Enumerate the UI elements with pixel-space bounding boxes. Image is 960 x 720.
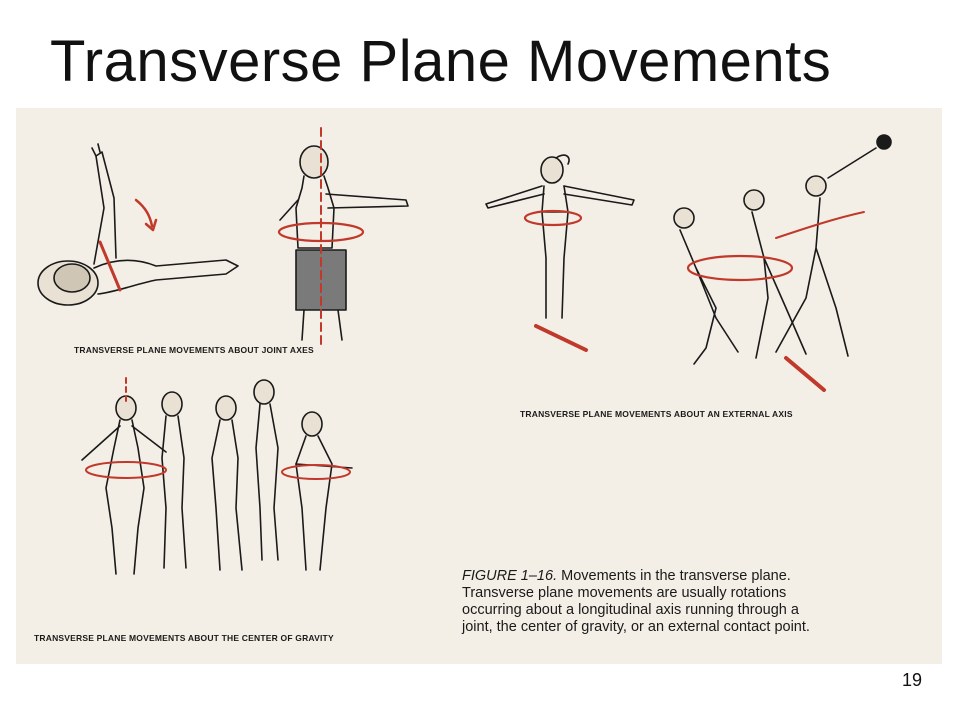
standing-woman-illustration (486, 155, 634, 318)
joint-axis-arrow (100, 242, 120, 290)
lying-figure-illustration (38, 144, 238, 305)
rotation-arrow (136, 200, 152, 226)
caption-joint-axes: TRANSVERSE PLANE MOVEMENTS ABOUT JOINT AXES (74, 345, 314, 355)
caption-center-of-gravity: TRANSVERSE PLANE MOVEMENTS ABOUT THE CENTER OF GRAVITY (34, 633, 334, 643)
figure-illustration (16, 108, 942, 664)
figure-caption (462, 568, 902, 636)
page-number: 19 (901, 670, 922, 690)
caption-line-2: occurring about a longitudinal axis running through a (462, 602, 799, 618)
figure-label: FIGURE 1–16. (462, 568, 558, 584)
standing-male-illustration (280, 146, 408, 340)
figure-caption-heading (462, 568, 902, 585)
caption-line-1: Transverse plane movements are usually rotations (462, 585, 787, 601)
caption-external-axis: TRANSVERSE PLANE MOVEMENTS ABOUT AN EXTERNAL AXIS (520, 409, 793, 419)
figure-title: Movements in the transverse plane. (561, 568, 791, 584)
caption-line-3: joint, the center of gravity, or an external contact point. (462, 619, 810, 635)
external-axis-bar (536, 326, 586, 350)
slide-title: Transverse Plane Movements (50, 29, 832, 94)
shot-put-sequence-illustration (674, 135, 891, 364)
